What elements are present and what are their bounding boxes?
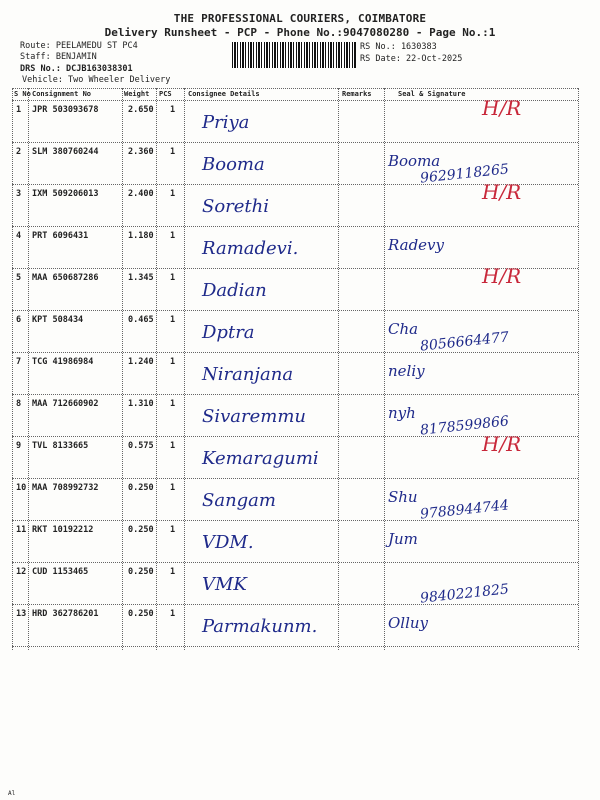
row-sno: 7	[16, 357, 22, 367]
col-header-weight: Weight	[124, 90, 150, 98]
row-sno: 10	[16, 483, 27, 493]
row-consignee-handwritten: Sangam	[202, 490, 276, 511]
row-weight: 0.575	[128, 441, 154, 451]
row-weight: 1.180	[128, 231, 154, 241]
row-consignment-no: RKT 10192212	[32, 525, 94, 535]
row-consignment-no: IXM 509206013	[32, 189, 99, 199]
staff-label: Staff: BENJAMIN	[20, 52, 97, 62]
row-consignment-no: KPT 508434	[32, 315, 84, 325]
row-phone-handwritten: 9788944744	[419, 497, 510, 523]
row-pcs: 1	[170, 105, 176, 115]
row-pcs: 1	[170, 609, 176, 619]
runsheet-table	[12, 88, 578, 650]
row-consignment-no: MAA 708992732	[32, 483, 99, 493]
col-header-sno: S No	[14, 90, 31, 98]
row-pcs: 1	[170, 189, 176, 199]
col-header-pcs: PCS	[159, 90, 172, 98]
row-signature: nyh	[388, 404, 416, 422]
row-sno: 1	[16, 105, 22, 115]
row-consignee-handwritten: Ramadevi.	[202, 238, 299, 259]
runsheet-title: Delivery Runsheet - PCP - Phone No.:9047080280 - Page No.:1	[104, 26, 496, 39]
row-weight: 1.345	[128, 273, 154, 283]
row-weight: 1.310	[128, 399, 154, 409]
row-consignee-handwritten: VMK	[202, 574, 247, 595]
row-consignment-no: SLM 380760244	[32, 147, 99, 157]
row-consignment-no: TVL 8133665	[32, 441, 89, 451]
row-sno: 4	[16, 231, 22, 241]
company-name: THE PROFESSIONAL COURIERS, COIMBATORE	[173, 12, 427, 25]
row-sno: 9	[16, 441, 22, 451]
row-sno: 8	[16, 399, 22, 409]
row-signature: Cha	[388, 320, 419, 338]
row-consignment-no: CUD 1153465	[32, 567, 89, 577]
row-consignment-no: HRD 362786201	[32, 609, 99, 619]
row-phone-handwritten: 9840221825	[419, 581, 510, 607]
row-pcs: 1	[170, 357, 176, 367]
row-sno: 6	[16, 315, 22, 325]
row-consignment-no: JPR 503093678	[32, 105, 99, 115]
rs-number: RS No.: 1630383	[360, 42, 437, 52]
rs-date: RS Date: 22-Oct-2025	[360, 54, 463, 64]
row-signature: neliy	[388, 362, 425, 380]
row-consignee-handwritten: Booma	[202, 154, 265, 175]
row-signature: Radevy	[388, 236, 445, 254]
row-consignment-no: TCG 41986984	[32, 357, 94, 367]
row-sno: 3	[16, 189, 22, 199]
row-pcs: 1	[170, 567, 176, 577]
row-consignee-handwritten: Dptra	[202, 322, 255, 343]
barcode-image	[232, 42, 356, 68]
row-phone-handwritten: 8178599866	[419, 413, 510, 439]
row-weight: 0.465	[128, 315, 154, 325]
row-consignee-handwritten: VDM.	[202, 532, 254, 553]
row-weight: 1.240	[128, 357, 154, 367]
row-consignee-handwritten: Parmakunm.	[202, 616, 318, 637]
row-pcs: 1	[170, 441, 176, 451]
row-consignee-handwritten: Kemaragumi	[202, 448, 319, 469]
row-pcs: 1	[170, 483, 176, 493]
col-header-consignment: Consignment No	[32, 90, 92, 98]
row-consignee-handwritten: Priya	[202, 112, 250, 133]
row-signature: Jum	[388, 530, 418, 548]
row-weight: 2.400	[128, 189, 154, 199]
row-consignment-no: MAA 650687286	[32, 273, 99, 283]
row-phone-handwritten: 8056664477	[419, 329, 510, 355]
row-weight: 0.250	[128, 567, 154, 577]
row-phone-handwritten: 9629118265	[419, 161, 510, 187]
row-pcs: 1	[170, 315, 176, 325]
vehicle-label: Vehicle: Two Wheeler Delivery	[22, 75, 171, 85]
row-consignment-no: MAA 712660902	[32, 399, 99, 409]
row-consignment-no: PRT 6096431	[32, 231, 89, 241]
row-weight: 2.360	[128, 147, 154, 157]
row-sno: 11	[16, 525, 27, 535]
row-sno: 2	[16, 147, 22, 157]
row-weight: 0.250	[128, 609, 154, 619]
row-signature: Booma	[388, 152, 441, 170]
col-header-consignee: Consignee Details	[188, 90, 260, 98]
row-consignee-handwritten: Sorethi	[202, 196, 270, 217]
row-weight: 0.250	[128, 525, 154, 535]
row-hr-mark: H/R	[482, 432, 522, 456]
row-signature: Shu	[388, 488, 418, 506]
row-pcs: 1	[170, 525, 176, 535]
drs-number: DRS No.: DCJB163038301	[20, 64, 133, 74]
row-sno: 13	[16, 609, 27, 619]
row-sno: 12	[16, 567, 27, 577]
row-pcs: 1	[170, 147, 176, 157]
col-header-signature: Seal & Signature	[398, 90, 466, 98]
row-sno: 5	[16, 273, 22, 283]
row-weight: 0.250	[128, 483, 154, 493]
row-consignee-handwritten: Dadian	[202, 280, 267, 301]
row-signature: Olluy	[388, 614, 429, 632]
route-label: Route: PEELAMEDU ST PC4	[20, 41, 138, 51]
row-pcs: 1	[170, 231, 176, 241]
row-hr-mark: H/R	[482, 96, 522, 120]
row-weight: 2.650	[128, 105, 154, 115]
col-header-remarks: Remarks	[342, 90, 372, 98]
row-hr-mark: H/R	[482, 180, 522, 204]
row-pcs: 1	[170, 399, 176, 409]
footer-mark: Al	[8, 790, 16, 797]
row-consignee-handwritten: Niranjana	[202, 364, 294, 385]
row-hr-mark: H/R	[482, 264, 522, 288]
row-pcs: 1	[170, 273, 176, 283]
row-consignee-handwritten: Sivaremmu	[202, 406, 306, 427]
